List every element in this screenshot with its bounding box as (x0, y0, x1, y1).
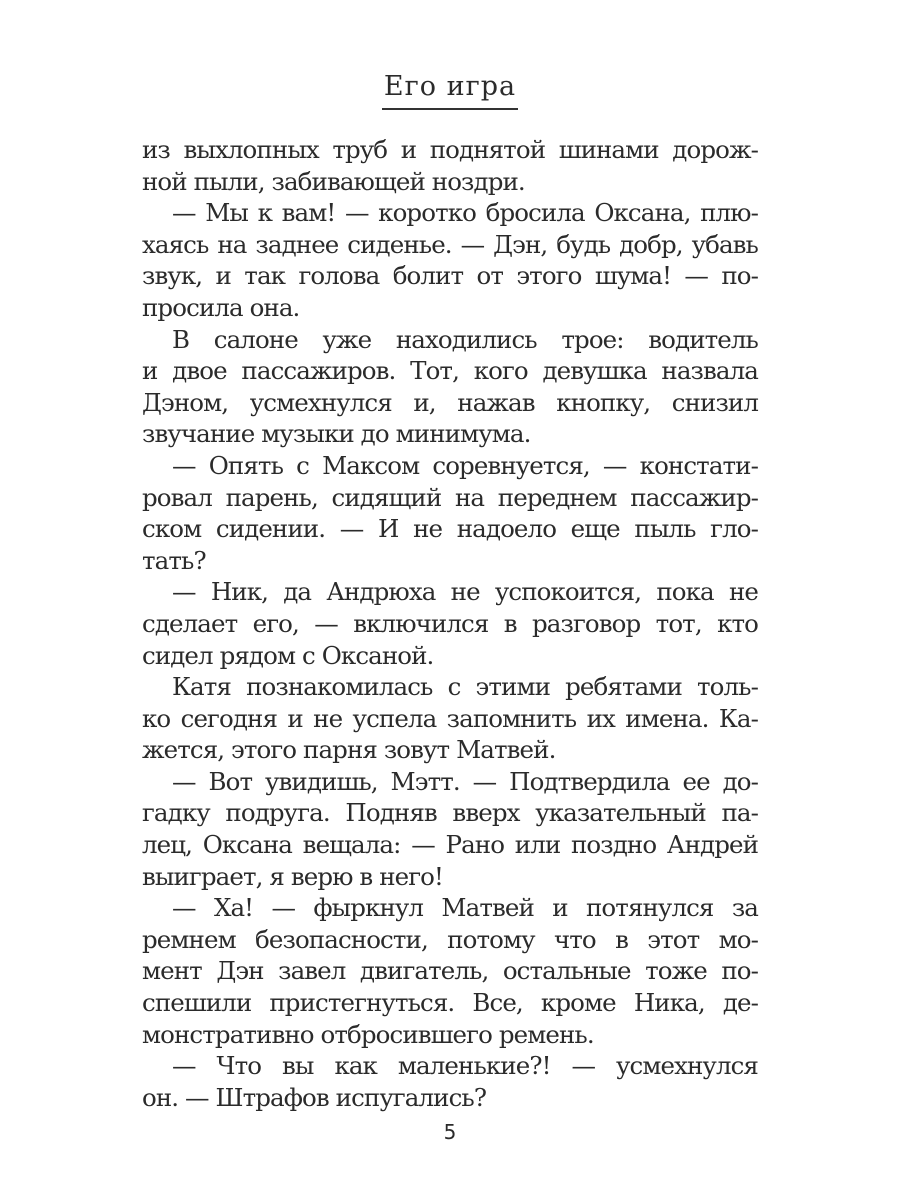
text-line: — Опять с Максом соревнуется, — констати- (172, 450, 758, 480)
text-line: ровал парень, сидящий на переднем пассажир- (142, 482, 758, 512)
text-line: В салоне уже находились трое: водитель (172, 324, 758, 354)
text-line: тать? (142, 545, 206, 575)
text-line: хаясь на заднее сиденье. — Дэн, будь добр, убавь (142, 229, 758, 259)
text-line: — Мы к вам! — коротко бросила Оксана, плю- (172, 198, 758, 228)
text-line: и двое пассажиров. Тот, кого девушка назвала (142, 356, 758, 386)
text-line: звучание музыки до минимума. (142, 419, 531, 449)
text-line: выиграет, я верю в него! (142, 861, 443, 891)
text-line: Катя познакомилась с этими ребятами толь- (172, 672, 758, 702)
body-text (142, 134, 758, 1113)
text-line: сидел рядом с Оксаной. (142, 640, 434, 670)
text-line: — Ха! — фыркнул Матвей и потянулся за (172, 893, 758, 923)
text-line: жется, этого парня зовут Матвей. (142, 735, 556, 765)
text-line: мент Дэн завел двигатель, остальные тоже по- (142, 956, 758, 986)
text-line: он. — Штрафов испугались? (142, 1082, 487, 1112)
text-line: — Вот увидишь, Мэтт. — Подтвердила ее до- (172, 766, 758, 796)
text-line: лец, Оксана вещала: — Рано или поздно Андрей (142, 830, 758, 860)
text-line: ной пыли, забивающей ноздри. (142, 166, 525, 196)
text-line: из выхлопных труб и поднятой шинами дорож- (142, 135, 758, 164)
text-line: спешили пристегнуться. Все, кроме Ника, де- (142, 988, 758, 1018)
page-number: 5 (443, 1120, 457, 1144)
text-line: звук, и так голова болит от этого шума! — по- (142, 261, 758, 291)
text-line: ремнем безопасности, потому что в этот мо- (142, 924, 758, 954)
text-line: ко сегодня и не успела запомнить их имена. Ка- (142, 703, 758, 733)
text-line: — Ник, да Андрюха не успокоится, пока не (172, 577, 758, 607)
chapter-title: Его игра (382, 72, 518, 110)
text-line: Дэном, усмехнулся и, нажав кнопку, снизил (142, 387, 758, 417)
text-line: сделает его, — включился в разговор тот, кто (142, 608, 758, 638)
text-line: просила она. (142, 292, 300, 322)
text-line: — Что вы как маленькие?! — усмехнулся (172, 1051, 758, 1081)
text-line: монстративно отбросившего ремень. (142, 1019, 594, 1049)
running-header (0, 72, 900, 110)
text-line: гадку подруга. Подняв вверх указательный па- (142, 798, 758, 828)
text-line: ском сидении. — И не надоело еще пыль гло- (142, 514, 758, 544)
